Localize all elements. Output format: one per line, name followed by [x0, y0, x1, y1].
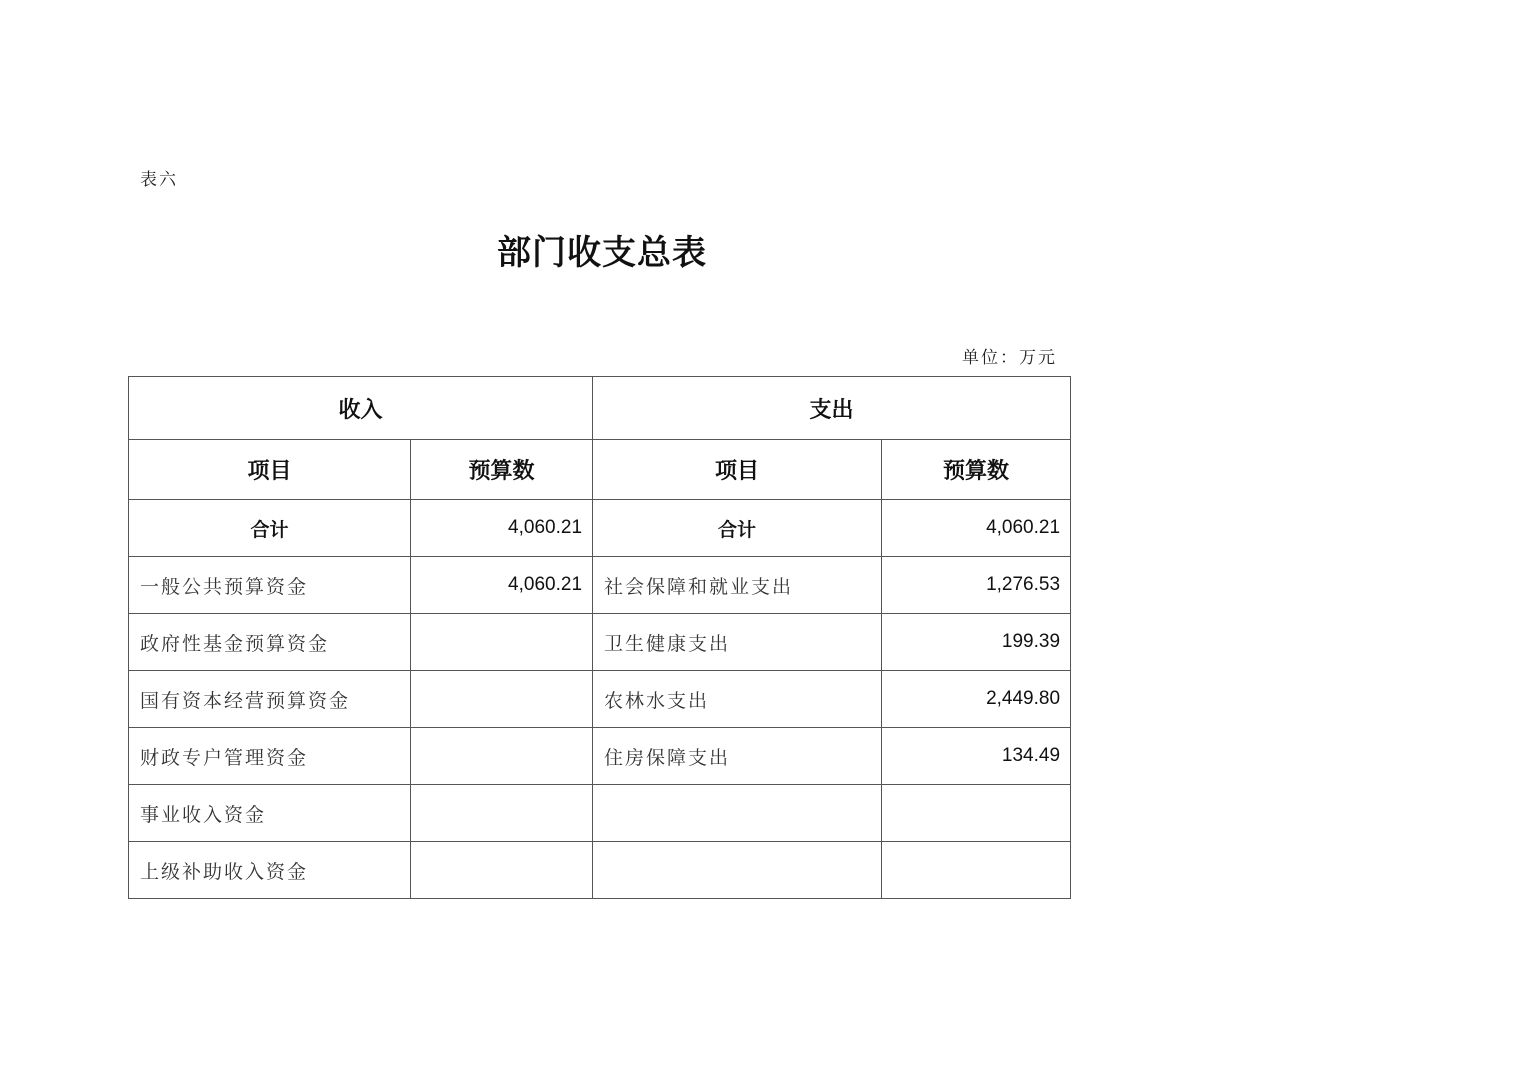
expense-item-col-header: 项目 — [593, 440, 882, 500]
expense-budget-col-header: 预算数 — [882, 440, 1071, 500]
expense-item — [593, 785, 882, 842]
income-item: 国有资本经营预算资金 — [129, 671, 411, 728]
section-header-row — [129, 377, 1071, 440]
expense-amount — [882, 842, 1071, 899]
expense-amount — [882, 785, 1071, 842]
income-item: 财政专户管理资金 — [129, 728, 411, 785]
income-total-label: 合计 — [129, 500, 411, 557]
income-item: 事业收入资金 — [129, 785, 411, 842]
income-item: 政府性基金预算资金 — [129, 614, 411, 671]
income-amount — [411, 842, 593, 899]
expense-item: 住房保障支出 — [593, 728, 882, 785]
table-row — [129, 842, 1071, 899]
table-row — [129, 671, 1071, 728]
expense-amount: 1,276.53 — [882, 557, 1071, 614]
income-amount — [411, 614, 593, 671]
income-amount — [411, 671, 593, 728]
unit-label: 单位：万元 — [962, 348, 1057, 368]
expense-item: 农林水支出 — [593, 671, 882, 728]
income-total-value: 4,060.21 — [411, 500, 593, 557]
expense-item: 社会保障和就业支出 — [593, 557, 882, 614]
income-budget-col-header: 预算数 — [411, 440, 593, 500]
expense-amount: 134.49 — [882, 728, 1071, 785]
expense-item — [593, 842, 882, 899]
income-item: 一般公共预算资金 — [129, 557, 411, 614]
expense-header: 支出 — [593, 377, 1071, 440]
income-item-col-header: 项目 — [129, 440, 411, 500]
expense-total-value: 4,060.21 — [882, 500, 1071, 557]
total-row — [129, 500, 1071, 557]
document-title: 部门收支总表 — [497, 233, 707, 273]
income-item: 上级补助收入资金 — [129, 842, 411, 899]
table-row — [129, 557, 1071, 614]
expense-amount: 199.39 — [882, 614, 1071, 671]
table-number-label: 表六 — [140, 170, 178, 190]
expense-amount: 2,449.80 — [882, 671, 1071, 728]
income-amount: 4,060.21 — [411, 557, 593, 614]
income-amount — [411, 785, 593, 842]
income-header: 收入 — [129, 377, 593, 440]
column-header-row — [129, 440, 1071, 500]
expense-item: 卫生健康支出 — [593, 614, 882, 671]
income-amount — [411, 728, 593, 785]
table-row — [129, 728, 1071, 785]
table-row — [129, 614, 1071, 671]
table-row — [129, 785, 1071, 842]
budget-table — [128, 376, 1071, 899]
expense-total-label: 合计 — [593, 500, 882, 557]
